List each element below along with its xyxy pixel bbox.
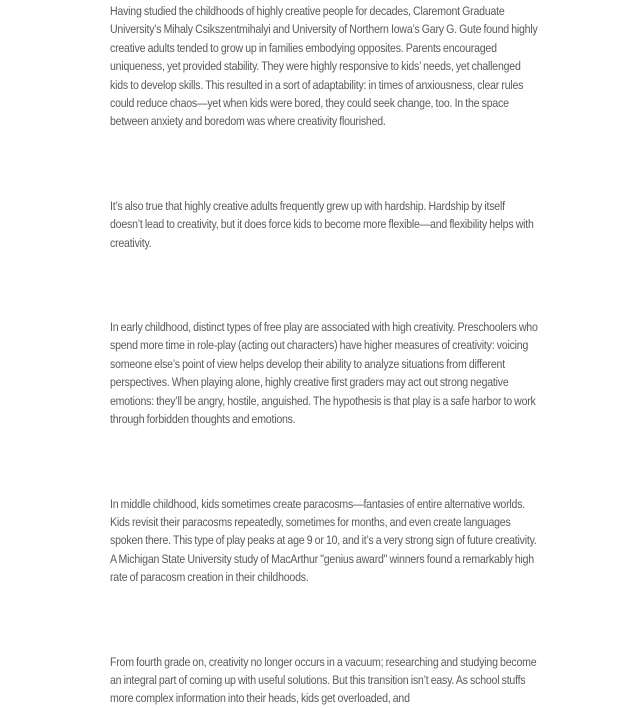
paragraph-middle-childhood-paracosms: In middle childhood, kids sometimes create paracosms—fantasies of entire alternative worlds. Kids revisit their paracosms repeatedly, sometimes for months, and even create languages spoken there. This type of play peaks at age 9 or 10, and it’s a very strong sign of future creativity. A Michigan State University study of MacArthur "genius award" winners found a remarkably high rate of paracosm creation in their childhoods. [110,496,537,585]
paragraph-hardship: It’s also true that highly creative adults frequently grew up with hardship. Hardship by itself doesn’t lead to creativity, but it does force kids to become more flexible—and flexibility helps with creativity. [110,198,534,250]
paragraph-childhoods-of-creative-people: Having studied the childhoods of highly creative people for decades, Claremont Graduate University’s Mihaly Csikszentmihalyi and University of Northern Iowa’s Gary G. Gute found highly creative adults tended to grow up in families embodying opposites. Parents encouraged uniqueness, yet provided stability. They were highly responsive to kids’ needs, yet challenged kids to develop skills. This resulted in a sort of adaptability: in times of anxiousness, clear rules could reduce chaos—yet when kids were bored, they could seek change, too. In the space between anxiety and boredom was where creativity flourished. [110,4,538,129]
article-body [110,2,538,708]
paragraph-early-childhood-play: In early childhood, distinct types of free play are associated with high creativity. Preschoolers who spend more time in role-play (acting out characters) have higher measures of creativity: voicing someone else’s point of view helps develop their ability to analyze situations from different perspectives. When playing alone, highly creative first graders may act out strong negative emotions: they’ll be angry, hostile, anguished. The hypothesis is that play is a safe harbor to work through forbidden thoughts and emotions. [110,320,538,427]
paragraph-fourth-grade: From fourth grade on, creativity no longer occurs in a vacuum; researching and studying become an integral part of coming up with useful solutions. But this transition isn’t easy. As school stuffs more complex information into their heads, kids get overloaded, and [110,654,537,706]
